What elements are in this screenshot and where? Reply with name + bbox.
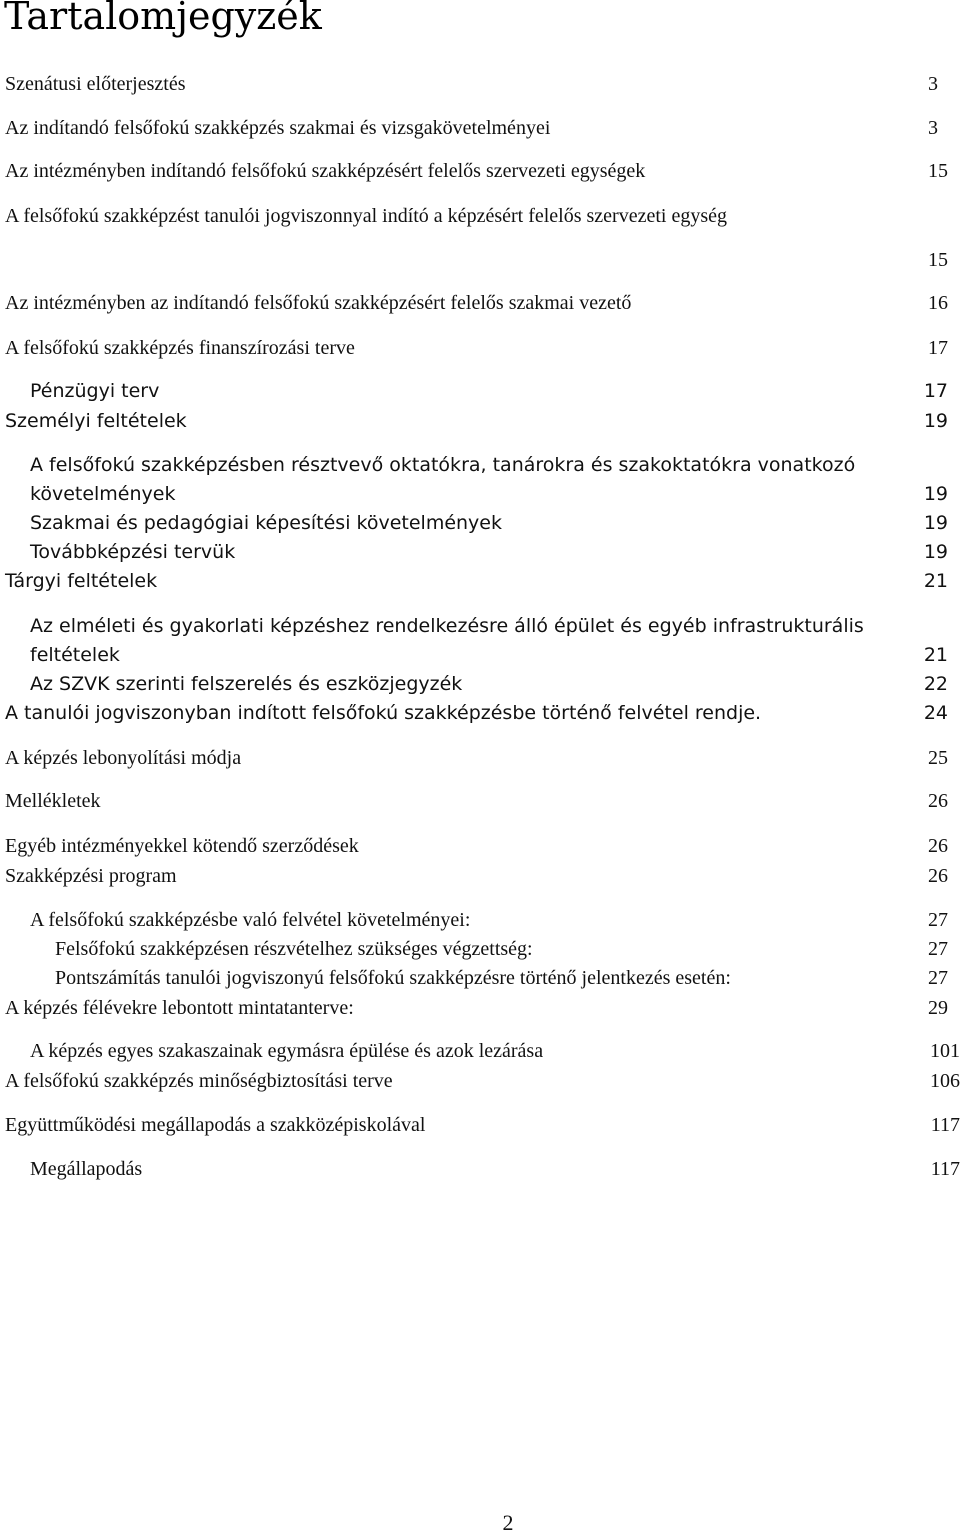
toc-entry-continuation[interactable] <box>0 479 960 509</box>
toc-entry-page: 17 <box>923 380 948 402</box>
toc-entry-label: Az indítandó felsőfokú szakképzés szakmai és vizsgakövetelményei <box>5 117 551 139</box>
toc-entry-page: 3 <box>928 117 938 139</box>
toc-entry-label: Pénzügyi terv <box>30 380 160 402</box>
toc-entry[interactable] <box>0 743 960 773</box>
toc-entry-page: 19 <box>923 483 948 505</box>
toc-entry-page: 22 <box>923 673 948 695</box>
toc-entry[interactable] <box>0 69 960 99</box>
toc-entry-label: Az SZVK szerinti felszerelés és eszközjegyzék <box>30 673 463 695</box>
toc-entry-label: Megállapodás <box>30 1158 143 1180</box>
toc-entry-page: 27 <box>928 909 948 931</box>
toc-entry[interactable] <box>0 611 960 641</box>
toc-entry[interactable] <box>0 406 960 436</box>
toc-entry-page: 27 <box>928 938 948 960</box>
toc-entry-label: Az intézményben indítandó felsőfokú szakképzésért felelős szervezeti egységek <box>5 160 646 182</box>
toc-entry-label: Az elméleti és gyakorlati képzéshez rendelkezésre álló épület és egyéb infrastrukturális <box>30 615 864 637</box>
toc-entry[interactable] <box>0 537 960 567</box>
toc-entry-page: 15 <box>928 160 948 182</box>
toc-entry-continuation[interactable] <box>0 640 960 670</box>
toc-entry[interactable] <box>0 201 960 231</box>
page-title: Tartalomjegyzék <box>4 0 322 38</box>
toc-entry-label: A képzés egyes szakaszainak egymásra épülése és azok lezárása <box>30 1040 544 1062</box>
toc-entry-label: Szakképzési program <box>5 865 177 887</box>
toc-entry-label: Felsőfokú szakképzésen részvételhez szükséges végzettség: <box>55 938 533 960</box>
toc-entry-page: 29 <box>928 997 948 1019</box>
toc-entry-label: A képzés félévekre lebontott mintatanterve: <box>5 997 354 1019</box>
toc-entry-page: 27 <box>928 967 948 989</box>
toc-entry-page: 19 <box>923 541 948 563</box>
toc-entry-label: A felsőfokú szakképzésben résztvevő oktatókra, tanárokra és szakoktatókra vonatkozó <box>30 454 856 476</box>
toc-entry[interactable] <box>0 1110 960 1140</box>
toc-entry-page: 117 <box>930 1114 960 1136</box>
toc-entry[interactable] <box>0 786 960 816</box>
toc-entry-label: A képzés lebonyolítási módja <box>5 747 242 769</box>
toc-entry[interactable] <box>0 963 960 993</box>
toc-entry-label: Mellékletek <box>5 790 101 812</box>
toc-entry-label: Tárgyi feltételek <box>5 570 158 592</box>
toc-entry-page: 24 <box>923 702 948 724</box>
toc-entry[interactable] <box>0 669 960 699</box>
toc-entry-label: Személyi feltételek <box>5 410 187 432</box>
toc-entry[interactable] <box>0 450 960 480</box>
toc-entry-continuation[interactable] <box>0 245 960 275</box>
toc-entry-label: követelmények <box>30 483 176 505</box>
toc-entry-page: 106 <box>930 1070 960 1092</box>
toc-entry-label: Továbbképzési tervük <box>30 541 236 563</box>
toc-entry-label: A felsőfokú szakképzésbe való felvétel követelményei: <box>30 909 471 931</box>
toc-entry-page: 26 <box>928 865 948 887</box>
toc-entry-label: Együttműködési megállapodás a szakközépiskolával <box>5 1114 426 1136</box>
toc-entry-label: Szakmai és pedagógiai képesítési követelmények <box>30 512 502 534</box>
toc-entry-page: 19 <box>923 410 948 432</box>
toc-entry-label: A felsőfokú szakképzés minőségbiztosítási terve <box>5 1070 393 1092</box>
toc-entry-page: 25 <box>928 747 948 769</box>
toc-entry[interactable] <box>0 861 960 891</box>
toc-entry-label: Pontszámítás tanulói jogviszonyú felsőfokú szakképzésre történő jelentkezés esetén: <box>55 967 731 989</box>
toc-entry-label: A felsőfokú szakképzés finanszírozási terve <box>5 337 355 359</box>
toc-entry-page: 26 <box>928 790 948 812</box>
toc-entry[interactable] <box>0 376 960 406</box>
toc-entry-label: Egyéb intézményekkel kötendő szerződések <box>5 835 359 857</box>
toc-entry[interactable] <box>0 831 960 861</box>
toc-entry[interactable] <box>0 698 960 728</box>
toc-entry-page: 3 <box>928 73 938 95</box>
toc-entry-page: 101 <box>930 1040 960 1062</box>
toc-entry-page: 17 <box>928 337 948 359</box>
toc-entry-label: Az intézményben az indítandó felsőfokú szakképzésért felelős szakmai vezető <box>5 292 632 314</box>
toc-entry[interactable] <box>0 905 960 935</box>
toc-entry[interactable] <box>0 1036 960 1066</box>
toc-entry[interactable] <box>0 333 960 363</box>
toc-entry[interactable] <box>0 993 960 1023</box>
toc-entry-label: A felsőfokú szakképzést tanulói jogviszonnyal indító a képzésért felelős szervezeti egység <box>5 205 727 227</box>
toc-entry[interactable] <box>0 508 960 538</box>
toc-entry[interactable] <box>0 156 960 186</box>
toc-entry-page: 21 <box>923 570 948 592</box>
toc-entry-label: feltételek <box>30 644 120 666</box>
toc-entry-page: 15 <box>928 249 948 271</box>
toc-entry[interactable] <box>0 1154 960 1184</box>
toc-entry-page: 19 <box>923 512 948 534</box>
toc-entry[interactable] <box>0 288 960 318</box>
toc-entry[interactable] <box>0 113 960 143</box>
toc-entry[interactable] <box>0 566 960 596</box>
toc-entry[interactable] <box>0 1066 960 1096</box>
page-number: 2 <box>502 1510 514 1535</box>
toc-entry-page: 16 <box>928 292 948 314</box>
toc-entry-page: 26 <box>928 835 948 857</box>
toc-entry-page: 21 <box>923 644 948 666</box>
toc-entry-page: 117 <box>930 1158 960 1180</box>
toc-entry-label: A tanulói jogviszonyban indított felsőfokú szakképzésbe történő felvétel rendje. <box>5 702 762 724</box>
toc-entry-label: Szenátusi előterjesztés <box>5 73 186 95</box>
toc-entry[interactable] <box>0 934 960 964</box>
